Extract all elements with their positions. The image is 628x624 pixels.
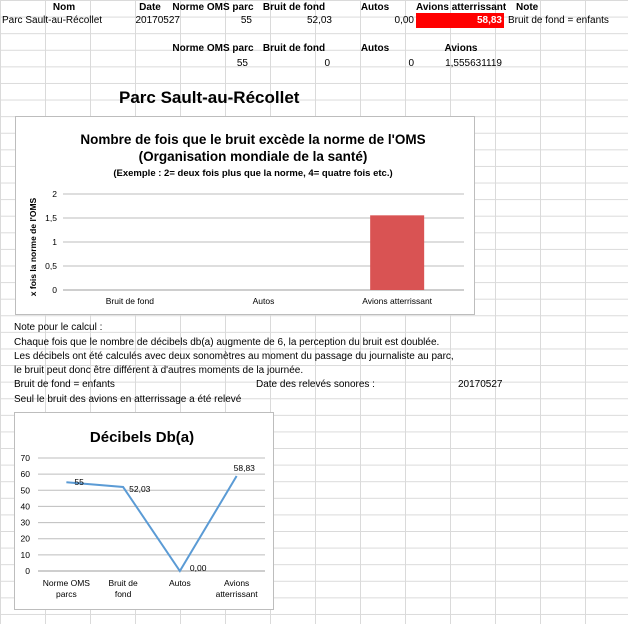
cell-nom[interactable]: Parc Sault-au-Récollet [2,15,103,26]
line-data-label: 55 [74,477,84,488]
sheet-title: Parc Sault-au-Récollet [119,88,300,107]
note-bruit-label: Bruit de fond = enfants [14,379,115,390]
cell2-bruit[interactable]: 0 [324,58,330,69]
bar-chart-title: Nombre de fois que le bruit excède la norme de l'OMS [80,132,426,147]
cell-note[interactable]: Bruit de fond = enfants [508,15,609,26]
line-xtick-label: Bruit de fond [108,578,138,599]
note-date-value: 20170527 [458,379,503,390]
note-line-2: Chaque fois que le nombre de décibels db(a) augmente de 6, la perception du bruit est doublée. [14,337,440,348]
bar-xtick-label: Autos [252,296,275,306]
line-ytick-label: 0 [25,566,30,576]
line-xtick-label: Avions atterrissant [215,578,258,599]
line-chart-title: Décibels Db(a) [89,429,195,446]
bar-ytick-label: 2 [52,189,57,199]
line-chart[interactable] [14,412,274,610]
line-xtick-label: Norme OMS parcs [42,578,90,599]
bar-chart-subtitle: (Organisation mondiale de la santé) [138,149,368,164]
line-data-label: 58,83 [233,463,255,474]
bar-ytick-label: 1,5 [45,213,57,223]
bar-xtick-label: Bruit de fond [105,296,154,306]
bar-ytick-label: 1 [52,237,57,247]
note-line-4: le bruit peut donc être différent à d'autres moments de la journée. [14,365,304,376]
header-norme: Norme OMS parc [172,2,254,13]
bar-chart-ylabel: x fois la norme de l'OMS [28,197,38,297]
header-date: Date [139,2,161,13]
line-data-label: 0,00 [189,563,207,573]
line-ytick-label: 10 [20,549,30,560]
line-ytick-label: 60 [20,469,30,480]
note-line-1: Note pour le calcul : [14,322,103,333]
line-xtick-label: Autos [169,578,191,588]
line-ytick-label: 20 [20,533,30,544]
bar-ytick-label: 0,5 [45,261,57,271]
bar-chart-subtitle2: (Exemple : 2= deux fois plus que la norme, 4= quatre fois etc.) [113,168,393,179]
header-bruit: Bruit de fond [262,2,326,13]
bar-xtick-label: Avions atterrissant [362,296,433,306]
cell-date[interactable]: 20170527 [135,15,180,26]
header-avions: Avions atterrissant [416,2,506,13]
header-nom: Nom [52,2,76,13]
cell2-autos[interactable]: 0 [408,58,414,69]
bar-chart[interactable] [15,116,475,315]
cell2-avions[interactable]: 1,555631119 [445,58,502,69]
header2-autos: Autos [360,43,390,54]
line-chart-svg [15,413,273,609]
note-date-label: Date des relevés sonores : [256,379,375,390]
cell-norme[interactable]: 55 [240,15,252,26]
bar[interactable] [370,215,424,290]
line-ytick-label: 30 [20,517,30,528]
note-seul: Seul le bruit des avions en atterrissage a été relevé [14,394,242,405]
cell-avions[interactable]: 58,83 [416,13,504,28]
line-ytick-label: 70 [20,453,30,463]
header2-bruit: Bruit de fond [262,43,326,54]
line-ytick-label: 50 [20,485,30,496]
line-data-label: 52,03 [129,484,151,495]
header-autos: Autos [360,2,390,13]
bar-ytick-label: 0 [52,285,57,295]
note-line-3: Les décibels ont été calculés avec deux sonomètres au moment du passage du journaliste au parc, [14,351,454,362]
header2-avions: Avions [444,43,478,54]
header-note: Note [516,2,539,13]
cell2-norme[interactable]: 55 [236,58,248,69]
cell-bruit[interactable]: 52,03 [306,15,332,26]
cell-autos[interactable]: 0,00 [394,15,414,26]
header2-norme: Norme OMS parc [172,43,254,54]
bar-chart-svg [16,117,474,314]
line-ytick-label: 40 [20,501,30,512]
